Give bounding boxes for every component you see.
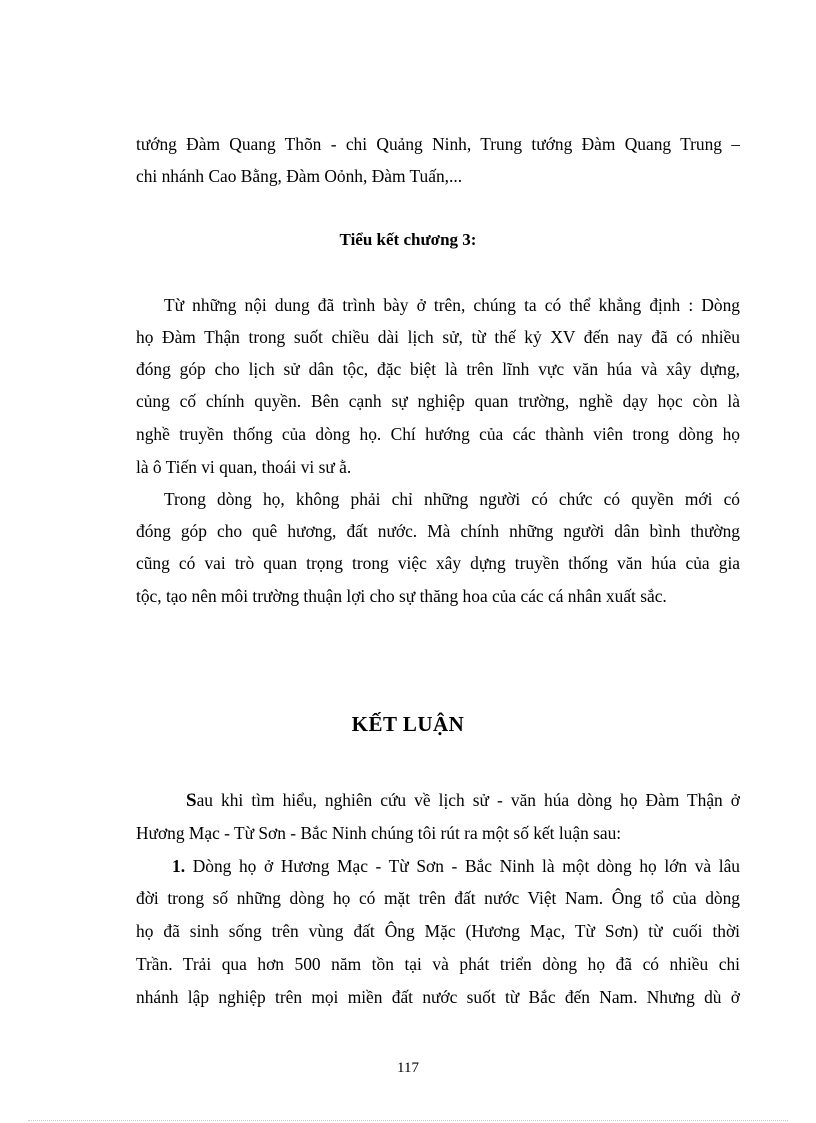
body-text-line: đóng góp cho quê hương, đất nước. Mà chính những người dân bình thường (136, 521, 740, 541)
chapter-heading: KẾT LUẬN (351, 712, 465, 736)
point-number: 1. (172, 856, 186, 876)
body-text-line: nghề truyền thống của dòng họ. Chí hướng của các thành viên trong dòng họ (136, 424, 740, 444)
body-text-line: củng cố chính quyền. Bên cạnh sự nghiệp quan trường, nghề dạy học còn là (136, 391, 740, 411)
body-text-line (172, 850, 740, 882)
body-text-line: Hương Mạc - Từ Sơn - Bắc Ninh chúng tôi rút ra một số kết luận sau: (136, 823, 622, 843)
body-text-line: chi nhánh Cao Bằng, Đàm Oỏnh, Đàm Tuấn,... (136, 166, 463, 186)
body-text-line: Trong dòng họ, không phải chỉ những người có chức có quyền mới có (164, 489, 740, 509)
drop-letter: S (186, 790, 197, 811)
body-text-line: Từ những nội dung đã trình bày ở trên, chúng ta có thể khẳng định : Dòng (164, 295, 740, 315)
body-text-line: họ đã sinh sống trên vùng đất Ông Mặc (Hương Mạc, Từ Sơn) từ cuối thời (136, 921, 740, 941)
page-bottom-divider (28, 1120, 788, 1121)
body-text-span: au khi tìm hiểu, nghiên cứu về lịch sử - văn húa dòng họ Đàm Thận ở (196, 790, 740, 810)
body-text-line: Trần. Trải qua hơn 500 năm tồn tại và phát triển dòng họ đã có nhiều chi (136, 954, 740, 974)
body-text-line: họ Đàm Thận trong suốt chiều dài lịch sử, từ thế kỷ XV đến nay đã có nhiều (136, 327, 740, 347)
body-text-span: Dòng họ ở Hương Mạc - Từ Sơn - Bắc Ninh là một dòng họ lớn và lâu (192, 856, 740, 876)
body-text-line: đóng góp cho lịch sử dân tộc, đặc biệt là trên lĩnh vực văn húa và xây dựng, (136, 359, 740, 379)
body-text-line: nhánh lập nghiệp trên mọi miền đất nước suốt từ Bắc đến Nam. Nhưng dù ở (136, 987, 740, 1007)
body-text-line: là ô Tiến vi quan, thoái vi sư ằ. (136, 457, 352, 477)
body-text-line: cũng có vai trò quan trọng trong việc xây dựng truyền thống văn húa của gia (136, 553, 740, 573)
body-text-line: tộc, tạo nên môi trường thuận lợi cho sự thăng hoa của các cá nhân xuất sắc. (136, 586, 667, 606)
body-text-line: đời trong số những dòng họ có mặt trên đất nước Việt Nam. Ông tổ của dòng (136, 888, 740, 908)
body-text-line (186, 784, 740, 817)
page-number: 117 (397, 1060, 419, 1076)
body-text-line: tướng Đàm Quang Thõn - chi Quảng Ninh, Trung tướng Đàm Quang Trung – (136, 134, 740, 154)
section-heading: Tiểu kết chương 3: (339, 230, 477, 249)
